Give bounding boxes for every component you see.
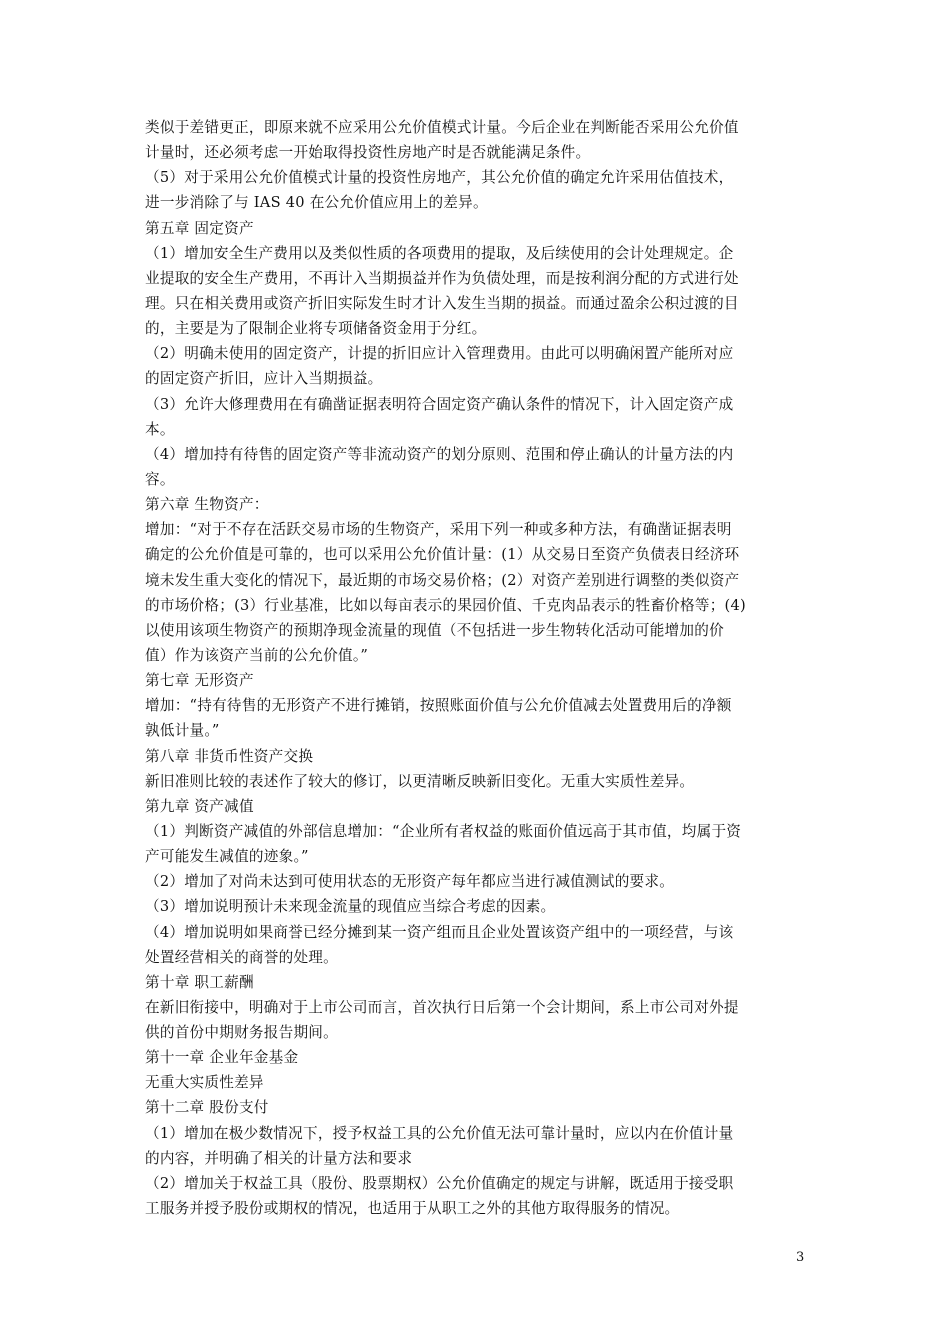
text-line: 计量时，还必须考虑一开始取得投资性房地产时是否就能满足条件。 bbox=[145, 144, 591, 162]
text-line: （3）增加说明预计未来现金流量的现值应当综合考虑的因素。 bbox=[145, 898, 556, 916]
text-line: （1）判断资产减值的外部信息增加：“企业所有者权益的账面价值远高于其市值，均属于资 bbox=[145, 822, 742, 840]
text-line: 供的首份中期财务报告期间。 bbox=[145, 1024, 338, 1042]
text-line: 第十章 职工薪酬 bbox=[145, 973, 254, 991]
text-line: 确定的公允价值是可靠的，也可以采用公允价值计量：(1）从交易日至资产负债表日经济环 bbox=[145, 546, 740, 564]
text-line: 孰低计量。” bbox=[145, 722, 220, 740]
text-line: （4）增加持有待售的固定资产等非流动资产的划分原则、范围和停止确认的计量方法的内 bbox=[145, 445, 734, 463]
text-line: 增加：“对于不存在活跃交易市场的生物资产，采用下列一种或多种方法，有确凿证据表明 bbox=[145, 521, 732, 539]
text-line: 增加：“持有待售的无形资产不进行摊销，按照账面价值与公允价值减去处置费用后的净额 bbox=[145, 697, 732, 715]
text-line: 无重大实质性差异 bbox=[145, 1074, 264, 1092]
text-line: （1）增加安全生产费用以及类似性质的各项费用的提取，及后续使用的会计处理规定。企 bbox=[145, 244, 734, 262]
text-line: 第七章 无形资产 bbox=[145, 672, 254, 690]
text-line: （3）允许大修理费用在有确凿证据表明符合固定资产确认条件的情况下，计入固定资产成 bbox=[145, 395, 734, 413]
text-line: 的固定资产折旧，应计入当期损益。 bbox=[145, 370, 383, 388]
text-line: 理。只在相关费用或资产折旧实际发生时才计入发生当期的损益。而通过盈余公积过渡的目 bbox=[145, 294, 739, 312]
text-line: （2）增加关于权益工具（股份、股票期权）公允价值确定的规定与讲解，既适用于接受职 bbox=[145, 1174, 734, 1192]
text-line: 的市场价格；(3）行业基准，比如以每亩表示的果园价值、千克肉品表示的牲畜价格等；(4) bbox=[145, 596, 746, 614]
text-line: 产可能发生减值的迹象。” bbox=[145, 848, 309, 866]
text-line: 值）作为该资产当前的公允价值。” bbox=[145, 646, 369, 664]
page-number: 3 bbox=[796, 1250, 805, 1265]
text-line: 进一步消除了与 IAS 40 在公允价值应用上的差异。 bbox=[145, 194, 488, 212]
text-line: 类似于差错更正，即原来就不应采用公允价值模式计量。今后企业在判断能否采用公允价值 bbox=[145, 119, 739, 136]
text-line: 新旧准则比较的表述作了较大的修订，以更清晰反映新旧变化。无重大实质性差异。 bbox=[145, 772, 695, 790]
text-line: （2）明确未使用的固定资产，计提的折旧应计入管理费用。由此可以明确闲置产能所对应 bbox=[145, 345, 734, 363]
text-line: 本。 bbox=[145, 420, 175, 438]
text-line: 处置经营相关的商誉的处理。 bbox=[145, 948, 338, 966]
text-line: 的，主要是为了限制企业将专项储备资金用于分红。 bbox=[145, 320, 487, 338]
text-line: （2）增加了对尚未达到可使用状态的无形资产每年都应当进行减值测试的要求。 bbox=[145, 873, 675, 891]
text-line: 以使用该项生物资产的预期净现金流量的现值（不包括进一步生物转化活动可能增加的价 bbox=[145, 621, 724, 639]
text-line: 工服务并授予股份或期权的情况，也适用于从职工之外的其他方取得服务的情况。 bbox=[145, 1200, 680, 1218]
text-line: 的内容，并明确了相关的计量方法和要求 bbox=[145, 1149, 413, 1167]
text-line: 第五章 固定资产 bbox=[145, 219, 254, 237]
text-line: （1）增加在极少数情况下，授予权益工具的公允价值无法可靠计量时，应以内在价值计量 bbox=[145, 1124, 734, 1142]
text-line: 第八章 非货币性资产交换 bbox=[145, 747, 314, 765]
text-line: 第十一章 企业年金基金 bbox=[145, 1049, 299, 1067]
text-line: 在新旧衔接中，明确对于上市公司而言，首次执行日后第一个会计期间，系上市公司对外提 bbox=[145, 998, 739, 1016]
text-line: 容。 bbox=[145, 470, 175, 488]
text-line: 第九章 资产减值 bbox=[145, 797, 254, 815]
text-line: （4）增加说明如果商誉已经分摊到某一资产组而且企业处置该资产组中的一项经营，与该 bbox=[145, 923, 734, 941]
text-line: 业提取的安全生产费用，不再计入当期损益并作为负债处理，而是按利润分配的方式进行处 bbox=[145, 269, 739, 287]
text-line: 境未发生重大变化的情况下，最近期的市场交易价格；(2）对资产差别进行调整的类似资产 bbox=[145, 571, 740, 589]
text-line: 第十二章 股份支付 bbox=[145, 1099, 269, 1117]
text-line: （5）对于采用公允价值模式计量的投资性房地产，其公允价值的确定允许采用估值技术， bbox=[145, 169, 734, 187]
body-text bbox=[145, 115, 810, 1221]
text-line: 第六章 生物资产： bbox=[145, 496, 269, 514]
